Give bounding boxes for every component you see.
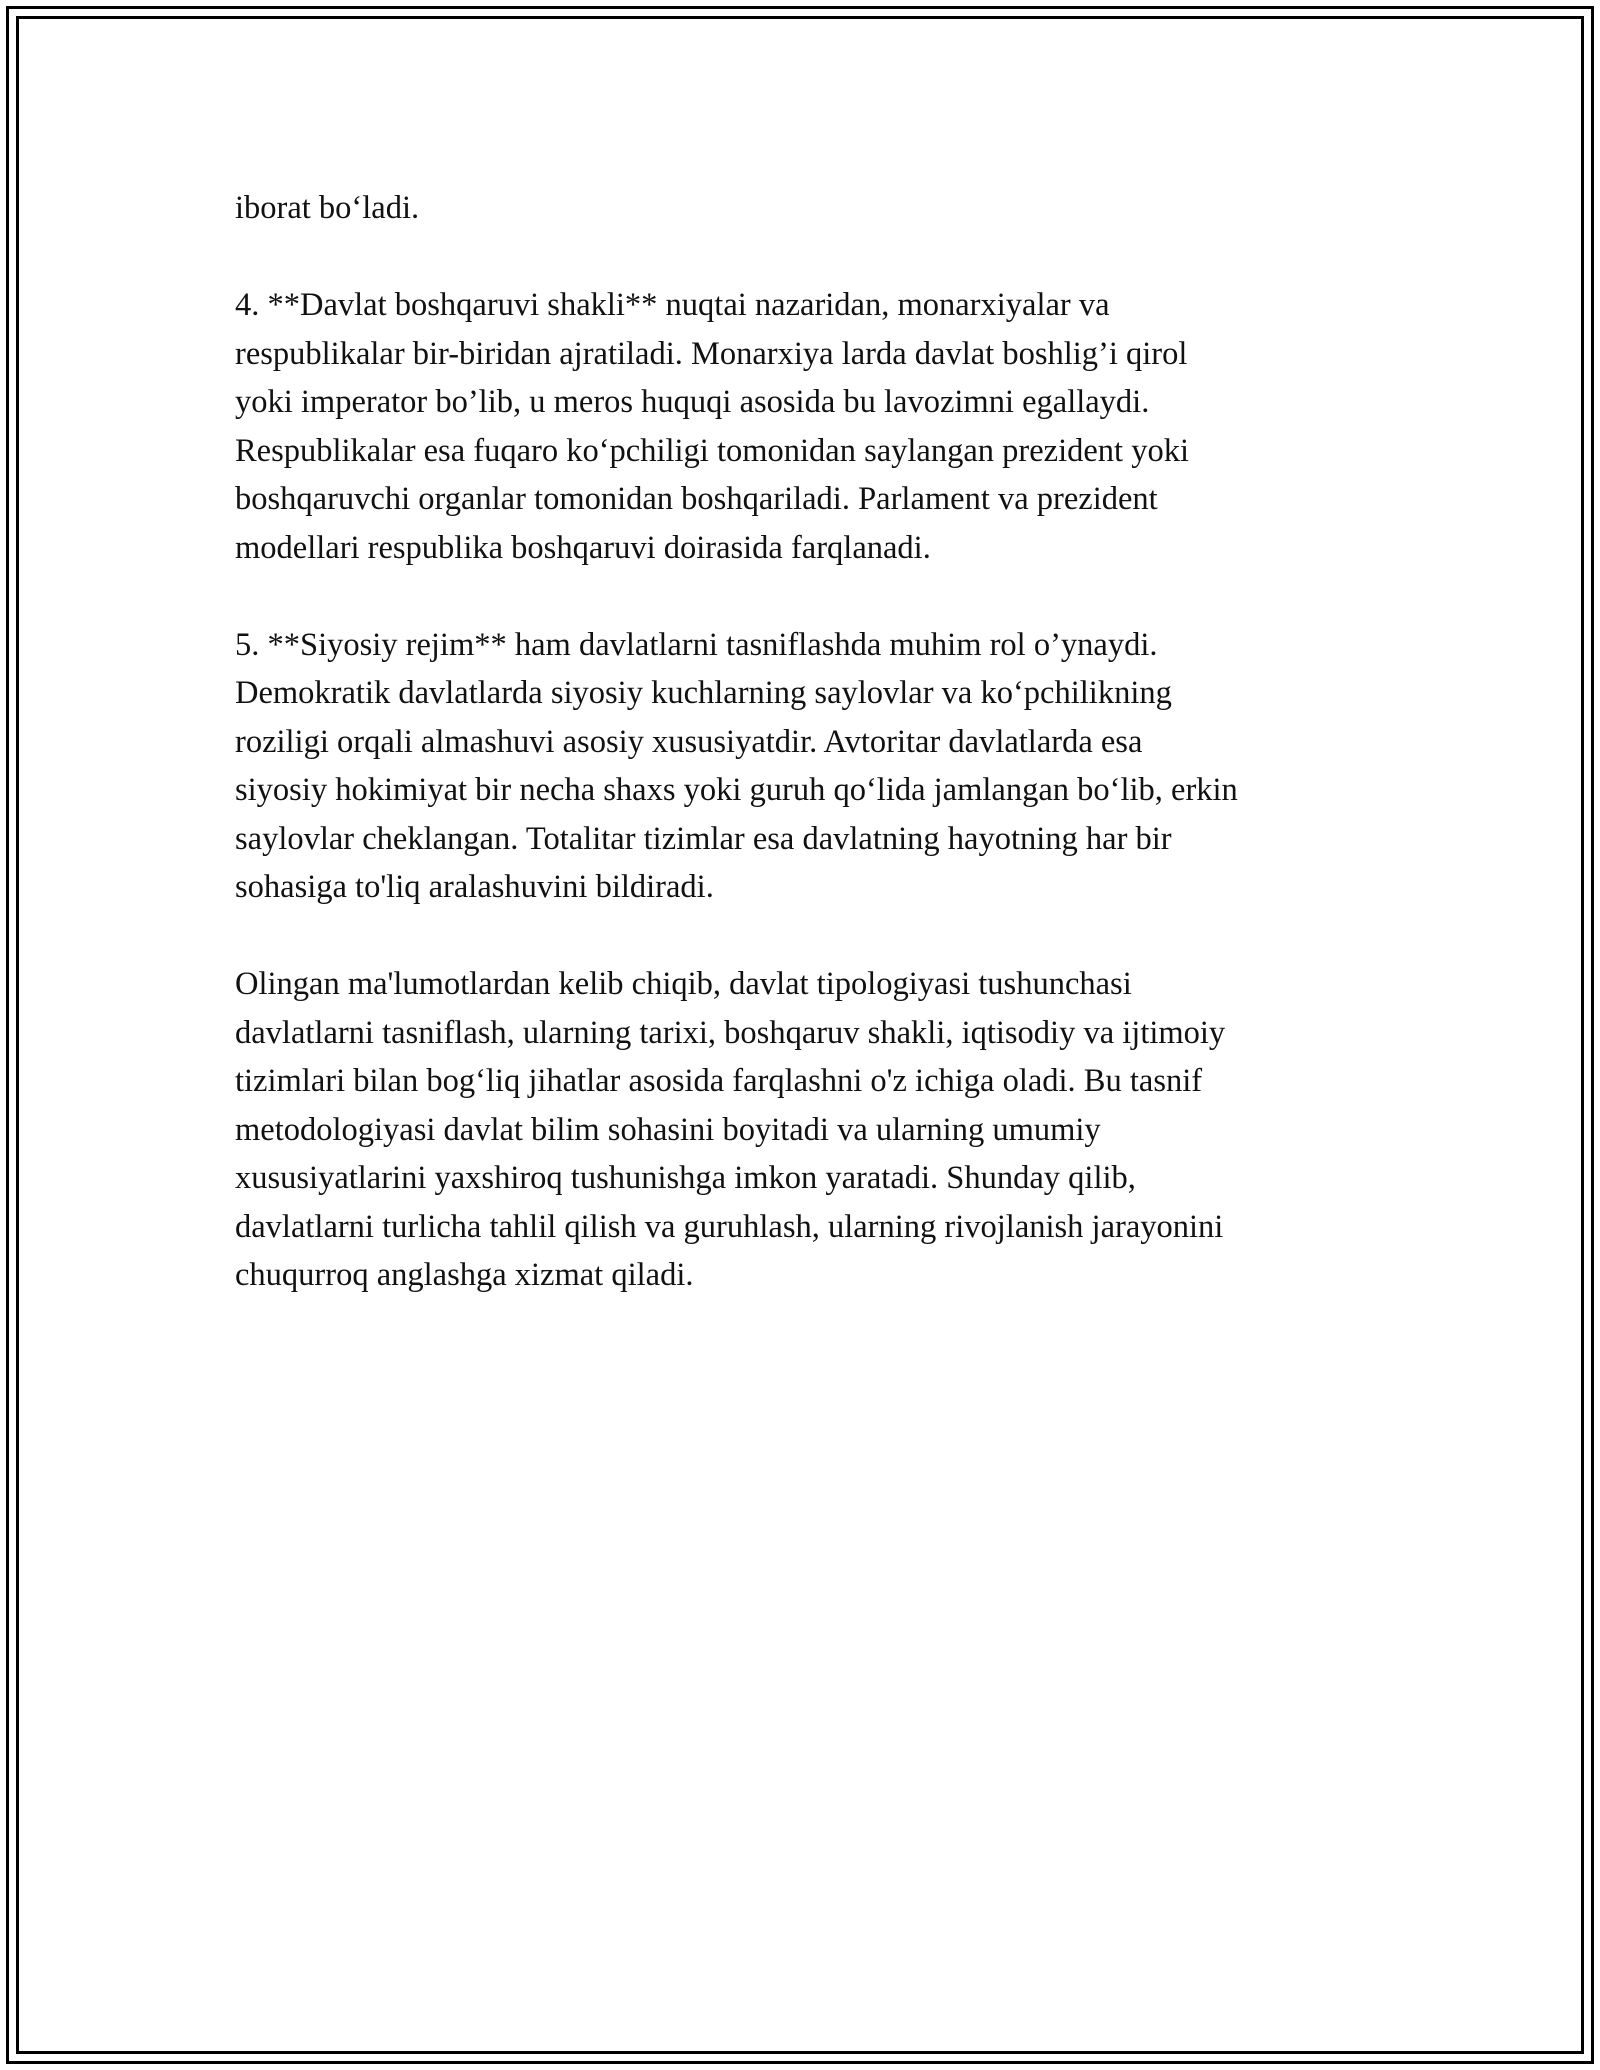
text-line: tizimlari bilan bog‘liq jihatlar asosida farqlashni o'z ichiga oladi. Bu tasnif [235,1063,1203,1099]
text-line: yoki imperator bo’lib, u meros huquqi asosida bu lavozimni egallaydi. [235,384,1150,420]
paragraph-gap [235,912,1385,961]
text-line: metodologiyasi davlat bilim sohasini boyitadi va ularning umumiy [235,1111,1101,1148]
paragraph-davlat-boshqaruvi-shakli [235,281,1385,572]
text-line: roziligi orqali almashuvi asosiy xususiyatdir. Avtoritar davlatlarda esa [235,723,1143,760]
text-line: saylovlar cheklangan. Totalitar tizimlar esa davlatning hayotning har bir [235,820,1172,857]
paragraph-gap [235,572,1385,621]
text-line: Respublikalar esa fuqaro ko‘pchiligi tomonidan saylangan prezident yoki [235,432,1189,469]
paragraph-gap [235,233,1385,282]
text-line: 4. **Davlat boshqaruvi shakli** nuqtai nazaridan, monarxiyalar va [235,287,1110,323]
paragraph-conclusion [235,960,1385,1300]
text-line: iborat bo‘ladi. [235,190,420,226]
text-line: siyosiy hokimiyat bir necha shaxs yoki guruh qo‘lida jamlangan bo‘lib, erkin [235,772,1238,808]
text-line: boshqaruvchi organlar tomonidan boshqariladi. Parlament va prezident [235,481,1158,517]
text-line: davlatlarni tasniflash, ularning tarixi, boshqaruv shakli, iqtisodiy va ijtimoiy [235,1014,1226,1051]
paragraph-siyosiy-rejim [235,621,1385,912]
text-line: 5. **Siyosiy rejim** ham davlatlarni tasniflashda muhim rol o’ynaydi. [235,626,1158,663]
text-line: Demokratik davlatlarda siyosiy kuchlarning saylovlar va ko‘pchilikning [235,675,1172,711]
text-line: chuqurroq anglashga xizmat qiladi. [235,1257,694,1293]
text-line: davlatlarni turlicha tahlil qilish va guruhlash, ularning rivojlanish jarayonini [235,1208,1224,1245]
text-line: Olingan ma'lumotlardan kelib chiqib, davlat tipologiyasi tushunchasi [235,966,1132,1002]
text-line: sohasiga to'liq aralashuvini bildiradi. [235,869,714,905]
document-body [235,184,1385,1300]
text-line: modellari respublika boshqaruvi doirasida farqlanadi. [235,529,931,566]
text-line: respublikalar bir-biridan ajratiladi. Monarxiya larda davlat boshlig’i qirol [235,335,1188,372]
text-line: xususiyatlarini yaxshiroq tushunishga imkon yaratadi. Shunday qilib, [235,1160,1136,1196]
